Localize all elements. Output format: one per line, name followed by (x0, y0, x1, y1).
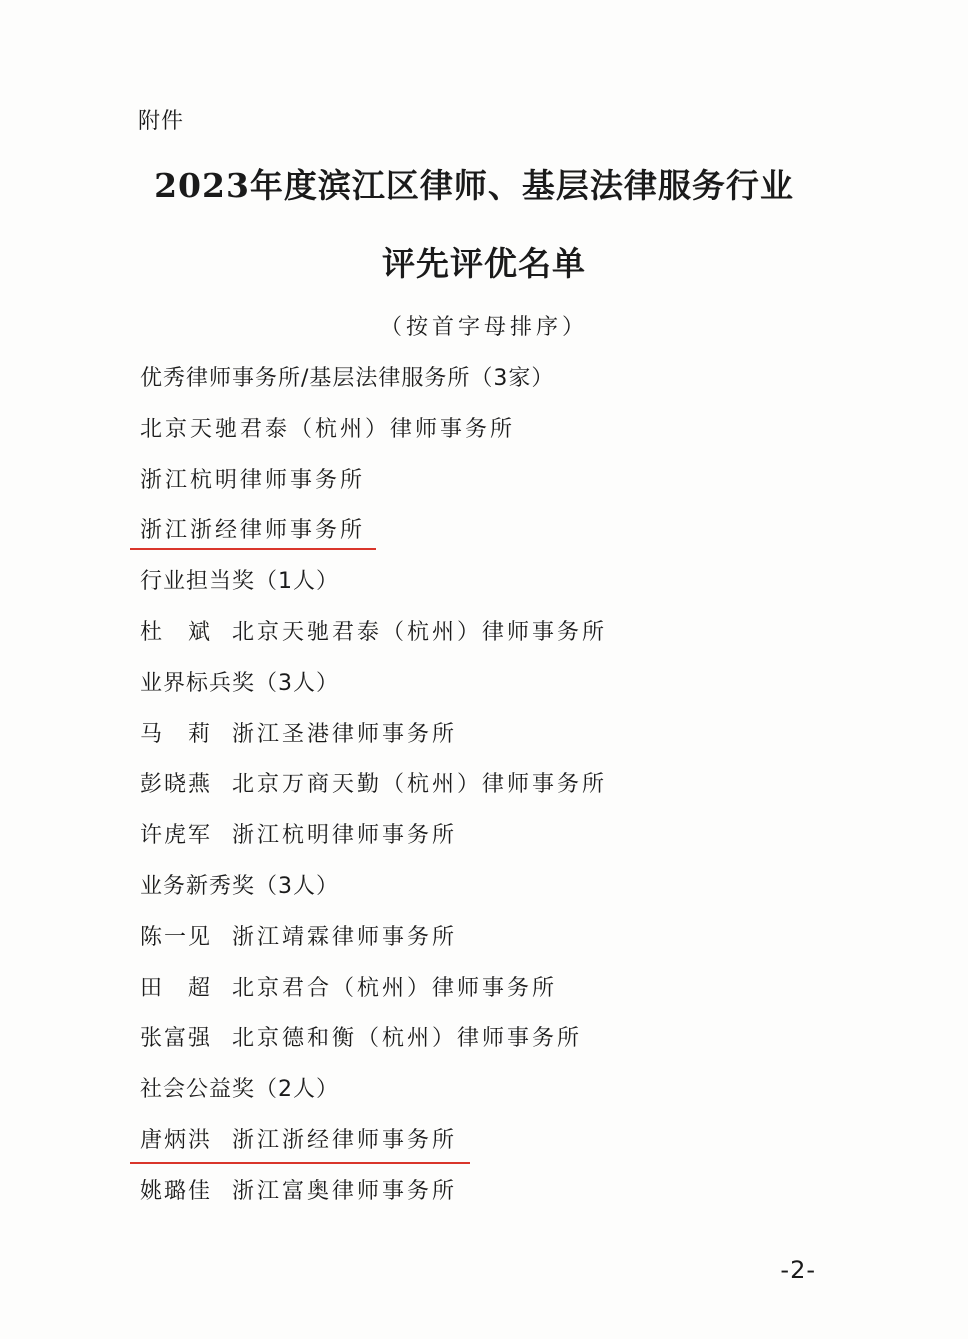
firm-name: 北京万商天勤（杭州）律师事务所 (232, 772, 608, 798)
person-name: 杜 斌 (140, 619, 213, 645)
firm-name: 北京德和衡（杭州）律师事务所 (232, 1026, 583, 1052)
person-name: 田 超 (140, 975, 213, 1001)
firm-name: 浙江浙经律师事务所 (232, 1127, 458, 1153)
person-name: 马 莉 (140, 721, 213, 747)
firm-name: 浙江圣港律师事务所 (232, 721, 458, 747)
firm-name: 北京天驰君泰（杭州）律师事务所 (232, 619, 608, 645)
person-name: 姚璐佳 (140, 1178, 213, 1204)
list-item (140, 972, 840, 1023)
person-name: 张富强 (140, 1026, 213, 1052)
document-title-line2: 评先评优名单 (382, 244, 586, 283)
awards-list (140, 362, 840, 1226)
person-name: 陈一见 (140, 924, 213, 950)
firm-name: 北京天驰君泰（杭州）律师事务所 (140, 416, 516, 442)
list-item (140, 413, 840, 464)
page-number: -2- (780, 1256, 816, 1284)
list-item (140, 1022, 840, 1073)
list-item (140, 1124, 840, 1175)
highlight-underline (130, 548, 376, 550)
person-name: 许虎军 (140, 823, 213, 849)
list-item (140, 921, 840, 972)
list-item (140, 616, 840, 667)
list-item (140, 1175, 840, 1226)
firm-name: 浙江浙经律师事务所 (140, 518, 366, 544)
list-item (140, 768, 840, 819)
firm-name: 北京君合（杭州）律师事务所 (232, 975, 558, 1001)
section-heading-public-welfare: 社会公益奖（2人） (140, 1077, 339, 1103)
section-heading-excellent-firms: 优秀律师事务所/基层法律服务所（3家） (140, 366, 555, 391)
document-title-line1: 2023年度滨江区律师、基层法律服务行业 (154, 166, 794, 205)
list-item (140, 464, 840, 515)
firm-name: 浙江靖霖律师事务所 (232, 924, 458, 950)
highlight-underline (130, 1162, 470, 1164)
list-item (140, 718, 840, 769)
section-heading-new-talent: 业务新秀奖（3人） (140, 873, 339, 899)
attachment-label: 附件 (138, 109, 185, 134)
firm-name: 浙江富奥律师事务所 (232, 1178, 458, 1204)
person-name: 彭晓燕 (140, 772, 213, 798)
firm-name: 浙江杭明律师事务所 (232, 823, 458, 849)
sort-note: （按首字母排序） (379, 315, 588, 340)
section-heading-industry-responsibility: 行业担当奖（1人） (140, 569, 339, 595)
person-name: 唐炳洪 (140, 1127, 213, 1153)
list-item (140, 819, 840, 870)
section-heading-industry-model: 业界标兵奖（3人） (140, 670, 339, 696)
firm-name: 浙江杭明律师事务所 (140, 467, 366, 493)
list-item (140, 514, 840, 565)
